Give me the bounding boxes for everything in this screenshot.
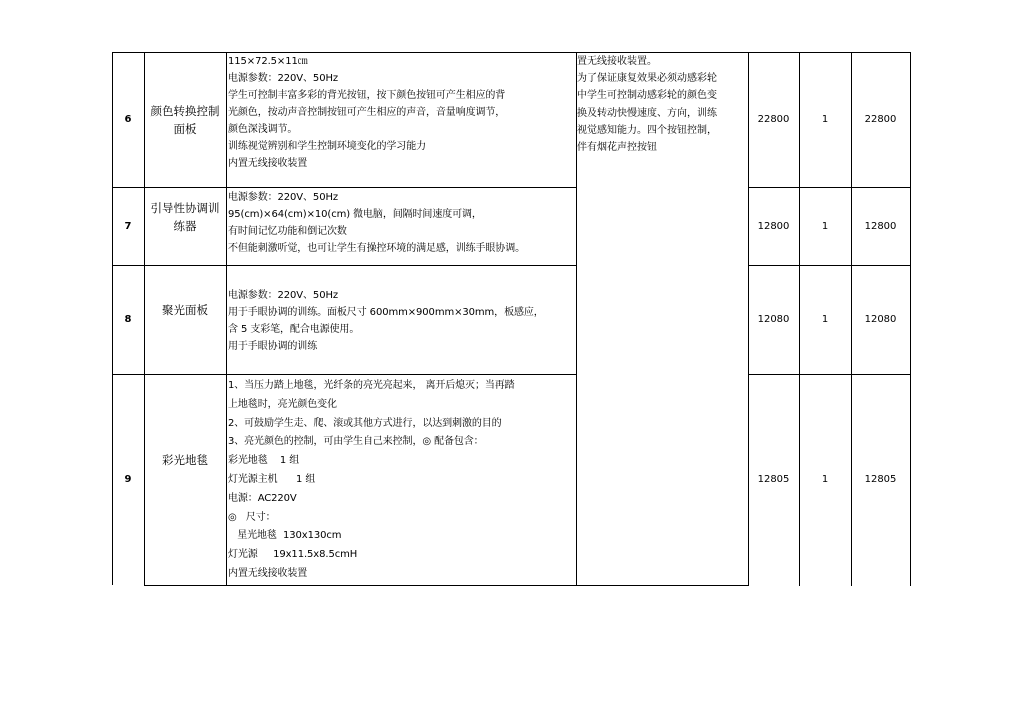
description-line: 2、可鼓励学生走、爬、滚或其他方式进行，以达到刺激的目的 [228,417,502,429]
description-line: 灯光源 19x11.5x8.5cmH [228,549,358,561]
item-name-line: 聚光面板 [162,303,208,317]
description-line: 有时间记忆功能和倒记次数 [228,226,347,237]
description-line: 内置无线接收装置 [228,567,308,579]
remark-line: 中学生可控制动感彩轮的颜色变 [577,90,717,102]
description-line: 电源参数：220V、50Hz [228,290,339,301]
item-description [228,189,578,257]
row-number: 8 [124,314,132,325]
quantity: 1 [821,314,829,325]
description-line: 不但能刺激听觉，也可让学生有操控环境的满足感，训练手眼协调。 [228,243,525,254]
description-line: ◎ 尺寸： [228,511,276,523]
row-number: 7 [124,220,132,232]
table-border-bottom [144,585,748,586]
quantity: 1 [821,474,829,485]
description-line: 颜色深浅调节。 [228,124,298,135]
total-price: 12080 [864,314,897,325]
quantity: 1 [821,220,829,232]
unit-price: 22800 [757,114,790,125]
description-line: 星光地毯 130x130cm [228,530,342,542]
description-line: 95(cm)×64(cm)×10(cm) 微电脑，间隔时间速度可调， [228,209,482,220]
item-description [228,377,575,584]
description-line: 训练视觉辨别和学生控制环境变化的学习能力 [228,141,426,152]
row-number: 9 [124,474,132,485]
description-line: 电源：AC220V [228,492,297,504]
unit-price: 12800 [757,220,790,232]
description-line: 灯光源主机 1 组 [228,473,316,485]
item-name [144,265,226,355]
unit-price: 12805 [757,474,790,485]
item-name-line: 彩光地毯 [162,453,208,467]
unit-price: 12080 [757,314,790,325]
total-price: 12805 [864,474,897,485]
item-name [144,187,226,247]
description-line: 光颜色，按动声音控制按钮可产生相应的声音，音量响度调节， [228,107,506,118]
quantity: 1 [821,114,829,125]
item-name-line: 练器 [173,219,197,233]
description-line: 用于手眼协调的训练 [228,341,318,352]
total-price: 12800 [864,220,897,232]
remark-line: 换及转动快慢速度、方向，训练 [577,107,717,119]
description-line: 上地毯时，亮光颜色变化 [228,398,337,410]
remark-line: 为了保证康复效果必须动感彩轮 [577,73,717,85]
description-line: 内置无线接收装置 [228,158,308,169]
item-description [228,287,575,355]
total-price: 22800 [864,114,897,125]
remark-line: 置无线接收装置。 [577,56,657,67]
remark-cell [577,53,749,156]
description-line: 彩光地毯 1 组 [228,455,300,467]
item-name [144,374,226,546]
description-line: 1、当压力踏上地毯，光纤条的亮光亮起来， 离开后熄灭；当再踏 [228,380,515,391]
item-name-line: 引导性协调训 [150,201,220,215]
description-line: 用于手眼协调的训练。面板尺寸 600mm×900mm×30mm，板感应， [228,307,544,318]
column-divider [226,52,227,586]
description-line: 3、亮光颜色的控制，可由学生自己来控制，◎ 配备包含： [228,436,484,448]
description-line: 含 5 支彩笔，配合电源使用。 [228,324,360,335]
item-name [144,52,226,187]
item-description [228,53,575,172]
description-line: 学生可控制丰富多彩的背光按钮，按下颜色按钮可产生相应的背 [228,90,506,101]
description-line: 电源参数：220V、50Hz [228,192,339,203]
description-line: 电源参数：220V、50Hz [228,73,339,84]
row-number: 6 [124,114,132,125]
item-name-line: 面板 [173,121,197,136]
remark-line: 伴有烟花声控按钮 [577,141,657,153]
item-name-line: 颜色转换控制 [150,103,220,118]
table-border-right [910,52,911,586]
description-line: 115×72.5×11㎝ [228,56,308,67]
remark-line: 视觉感知能力。四个按钮控制， [577,124,717,136]
